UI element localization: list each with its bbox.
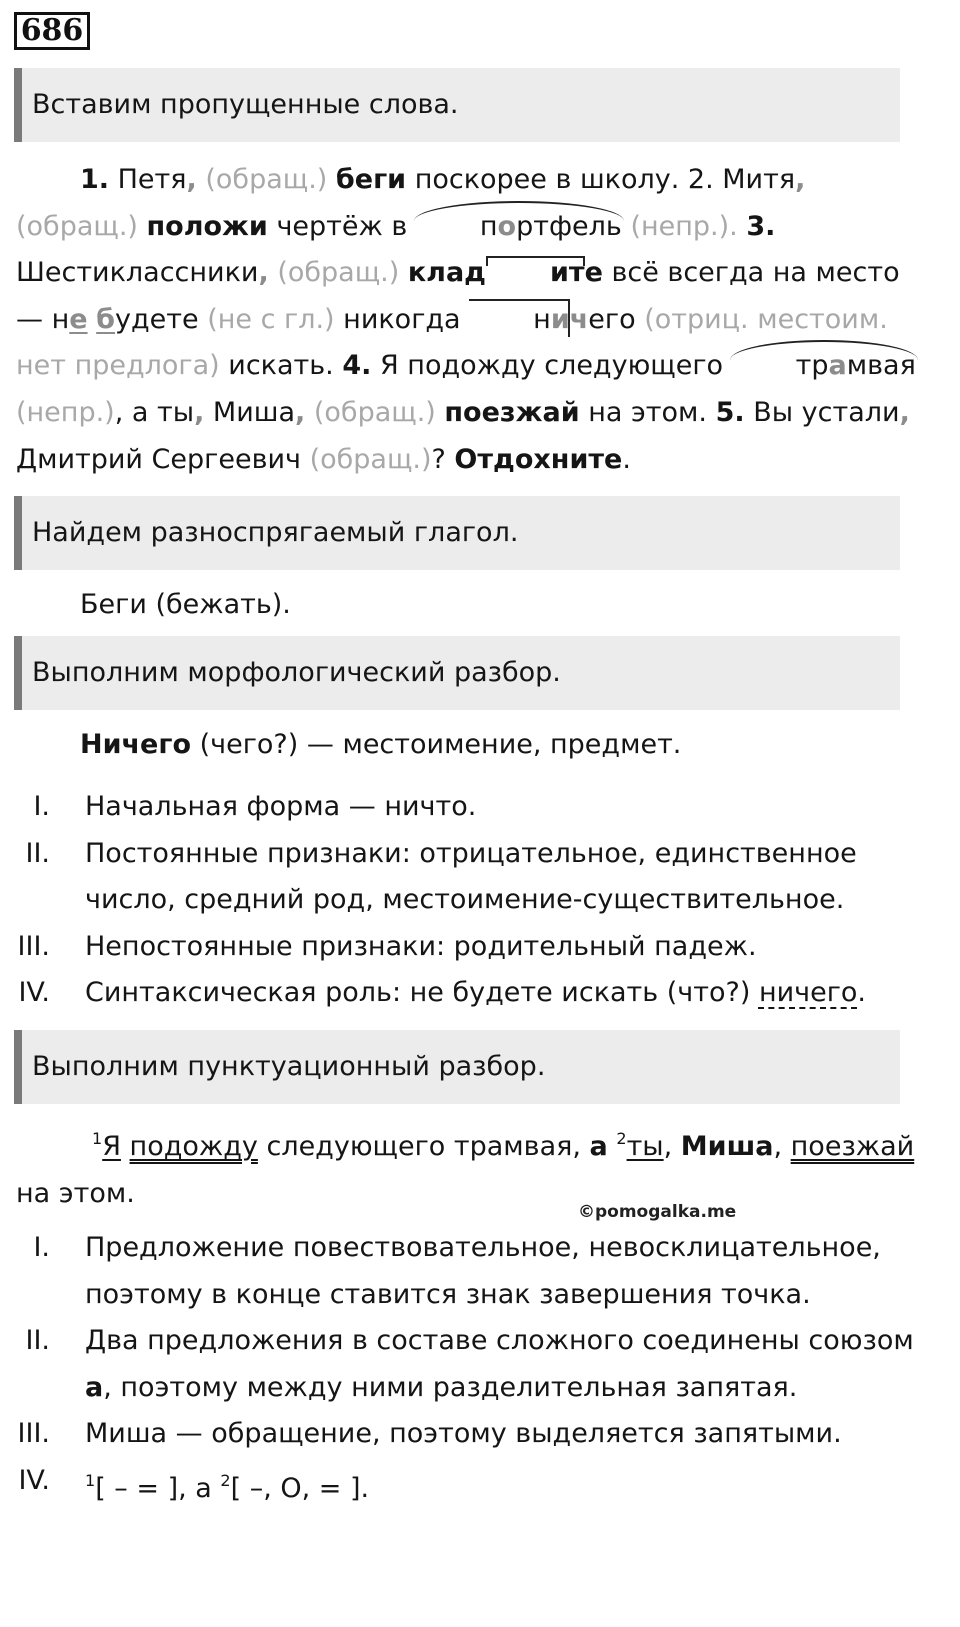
list-item: II. Два предложения в составе сложного соединены союзом а, поэтому между ними разделительная запятая. [25, 1325, 914, 1403]
verb-answer: Беги (бежать). [80, 589, 291, 620]
word-nichego: ни [469, 297, 570, 344]
section-find-verb: Найдем разноспрягаемый глагол. [14, 496, 900, 570]
label-nepr: (непр.) [630, 210, 730, 242]
list-item: II. Постоянные признаки: отрицательное, единственное число, средний род, местоимение-существительное. [25, 837, 857, 916]
list-item: I. Предложение повествовательное, невосклицательное, поэтому в конце ставится знак завершения точка. [33, 1232, 881, 1310]
word-otdokhnite: Отдохните [454, 443, 623, 475]
list-item: III. Непостоянные признаки: родительный падеж. [17, 930, 757, 962]
word-poezzhay: поезжай [444, 396, 580, 428]
label-otric: (отриц. местоим. нет предлога) [16, 303, 888, 382]
punct-list [0, 1225, 930, 1513]
list-item: I. Начальная форма — ничто. [33, 791, 477, 822]
word-kladite: клад ите [408, 257, 603, 288]
morph-heading: Ничего (чего?) — местоимение, предмет. [80, 729, 682, 760]
label-obrasch: (обращ.) [205, 164, 328, 195]
task-number: 686 [14, 12, 90, 50]
num-1: 1. [80, 164, 110, 195]
list-item: IV. $^1$[ – = ], а $^2$[ –, О, = ]. [18, 1464, 370, 1504]
exercise-text: 1. Петя, (обращ.) беги поскорее в школу. 2. Митя, (обращ.) положи чертёж в портфель (непр.). 3. Шестиклассники, (обращ.) клад ите всё всегда на место — не будете (не с гл.) никогда ничего (отриц. местоим. нет предлога) искать. 4. Я подожду следующего трамвая (непр.), а ты, Миша, (обращ.) поезжай на этом. 5. Вы устали, Дмитрий Сергеевич (обращ.)? Отдохните. [16, 164, 916, 475]
word-tramvaya: трамвая [732, 343, 916, 390]
watermark: ©pomogalka.me [578, 1202, 737, 1222]
label-ne-s-gl: (не с гл.) [207, 303, 335, 335]
section-insert-words: Вставим пропущенные слова. [14, 68, 900, 142]
word-begi: беги [335, 164, 407, 195]
section-punct: Выполним пунктуационный разбор. [14, 1030, 900, 1104]
section-morph: Выполним морфологический разбор. [14, 636, 900, 710]
list-item: IV. Синтаксическая роль: не будете искать (что?) ничего. [18, 977, 867, 1009]
morph-list [0, 784, 930, 1017]
punct-sentence: $^1$Я подожду следующего трамвая, а $^2$ты, Миша, поезжай на этом. [16, 1129, 915, 1209]
word-polozhi: положи [146, 210, 268, 242]
word-portfel: портфель [416, 204, 622, 251]
list-item: III. Миша — обращение, поэтому выделяется запятыми. [17, 1418, 842, 1450]
